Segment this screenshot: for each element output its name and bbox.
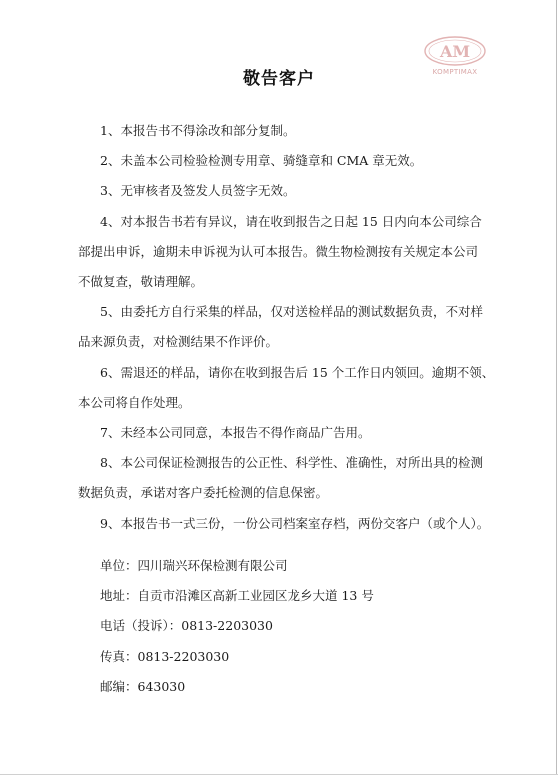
- notice-line: 8、本公司保证检测报告的公正性、科学性、准确性，对所出具的检测: [100, 455, 483, 471]
- notice-line: 数据负责，承诺对客户委托检测的信息保密。: [78, 485, 329, 501]
- contact-address: 地址：自贡市沿滩区高新工业园区龙乡大道 13 号: [100, 588, 374, 604]
- notice-item: [78, 116, 508, 146]
- notice-line: 6、需退还的样品，请你在收到报告后 15 个工作日内领回。逾期不领、: [100, 364, 495, 380]
- page-right-edge: [556, 0, 557, 775]
- contact-fax: 传真：0813-2203030: [100, 648, 230, 664]
- notice-item: [78, 297, 508, 357]
- notice-line: 3、无审核者及签发人员签字无效。: [100, 183, 296, 199]
- notice-line: 本公司将自作处理。: [78, 394, 191, 410]
- notice-line: 4、对本报告书若有异议，请在收到报告之日起 15 日内向本公司综合: [100, 213, 482, 229]
- stamp-logo-graphic: [420, 34, 490, 68]
- notice-line: 不做复查，敬请理解。: [78, 274, 204, 290]
- stamp-logo-text: AM: [439, 42, 471, 61]
- contact-block: [100, 551, 374, 702]
- notice-list: [78, 116, 508, 539]
- notice-line: 9、本报告书一式三份，一份公司档案室存档，两份交客户（或个人）。: [100, 515, 490, 531]
- notice-line: 部提出申诉，逾期未申诉视为认可本报告。微生物检测按有关规定本公司: [78, 243, 479, 259]
- notice-line: 2、未盖本公司检验检测专用章、骑缝章和 CMA 章无效。: [100, 153, 423, 169]
- notice-line: 5、由委托方自行采集的样品，仅对送检样品的测试数据负责，不对样: [100, 304, 483, 320]
- notice-line: 7、未经本公司同意，本报告不得作商品广告用。: [100, 425, 371, 441]
- notice-item: [78, 418, 508, 448]
- notice-item: [78, 509, 508, 539]
- stamp-logo-caption: KOMPTIMAX: [432, 68, 478, 76]
- contact-phone: 电话（投诉）：0813-2203030: [100, 618, 273, 634]
- notice-item: [78, 358, 508, 418]
- notice-line: 1、本报告书不得涂改和部分复制。: [100, 123, 296, 138]
- notice-item: [78, 176, 508, 206]
- notice-item: [78, 448, 508, 508]
- contact-postcode: 邮编：643030: [100, 678, 186, 694]
- notice-item: [78, 207, 508, 298]
- notice-line: 品来源负责，对检测结果不作评价。: [78, 334, 279, 350]
- contact-unit: 单位：四川瑞兴环保检测有限公司: [100, 558, 288, 573]
- notice-item: [78, 146, 508, 176]
- page-title: 敬告客户: [243, 69, 315, 89]
